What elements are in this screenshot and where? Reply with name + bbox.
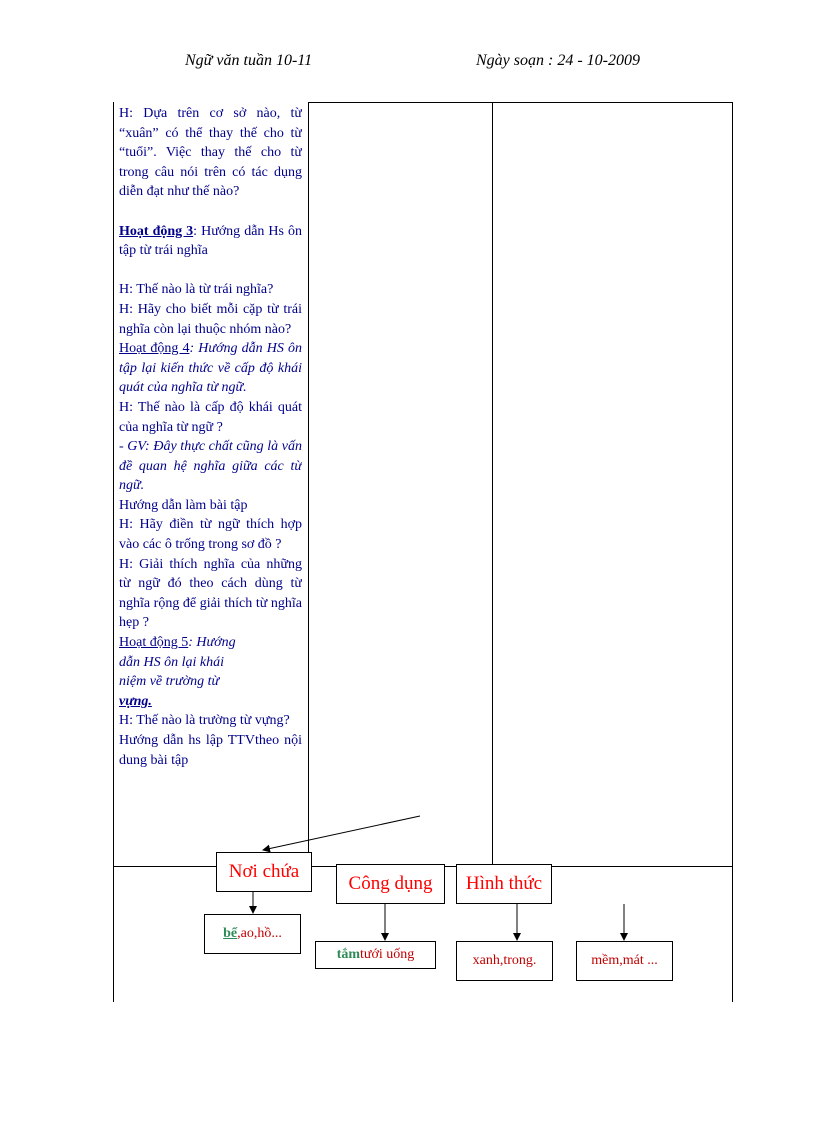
teacher-note: - GV: Đây thực chất cũng là vấn đề quan hệ nghĩa giữa các từ ngữ. [119,439,302,494]
box-cong-dung: Công dụng [336,864,445,904]
activity-5-text-1: : Hướng [188,635,236,651]
activity-3-text: : Hướng dẫn Hs ôn tập từ trái nghĩa [119,223,302,259]
question-explain-meaning: H: Giải thích nghĩa của những từ ngữ đó theo cách dùng từ nghĩa rộng để giải thích từ nghĩa hẹp ? [119,556,302,631]
activity-3-label: Hoạt động 3 [119,223,194,239]
question-fill-diagram: H: Hãy điền từ ngữ thích hợp vào các ô trống trong sơ đồ ? [119,517,302,553]
activity-4-text: : Hướng dẫn HS ôn tập lại kiến thức về cấp độ khái quát của nghĩa từ ngữ. [119,341,302,396]
leaf-fourth: mềm,mát ... [576,941,673,981]
exercise-guide: Hướng dẫn làm bài tập [119,497,248,513]
leaf-noi-chua-rest: ,ao,hồ... [237,926,282,941]
leaf-cong-dung [315,941,436,969]
leaf-cong-dung-bold: tắm [336,947,361,962]
leaf-cong-dung-rest: tưới uống [360,947,415,962]
leaf-noi-chua-underlined: bể [223,926,238,941]
header-right: Ngày soạn : 24 - 10-2009 [476,52,640,69]
activity-5-text-2: dẫn HS ôn lại khái [119,654,224,670]
question-generality: H: Thế nào là cấp độ khái quát của nghĩa từ ngữ ? [119,399,302,435]
activity-4-label: Hoạt động 4 [119,341,190,357]
activity-5-label: Hoạt động 5 [119,635,189,651]
leaf-hinh-thuc: xanh,trong. [456,941,553,981]
activity-5-text-4: vựng. [119,693,152,709]
activity-5-text-3: niệm về trường từ [119,674,220,690]
question-antonym: H: Thế nào là từ trái nghĩa? [119,282,274,298]
pointer-arrow [263,816,420,850]
header-left: Ngữ văn tuần 10-11 [185,52,313,69]
lexical-field-guide: Hướng dẫn hs lập TTVtheo nội dung bài tập [119,733,302,768]
leaf-noi-chua [204,914,301,954]
question-synonym-basis: H: Dựa trên cơ sở nào, từ “xuân” có thể thay thế cho từ “tuổi”. Việc thay thế cho từ trong câu nói trên có tác dụng diễn đạt như thế nào? [119,106,302,200]
question-antonym-groups: H: Hãy cho biết mỗi cặp từ trái nghĩa còn lại thuộc nhóm nào? [119,301,302,337]
box-noi-chua: Nơi chứa [216,852,312,892]
box-hinh-thuc: Hình thức [456,864,552,904]
question-lexical-field: H: Thế nào là trường từ vựng? [119,713,290,729]
